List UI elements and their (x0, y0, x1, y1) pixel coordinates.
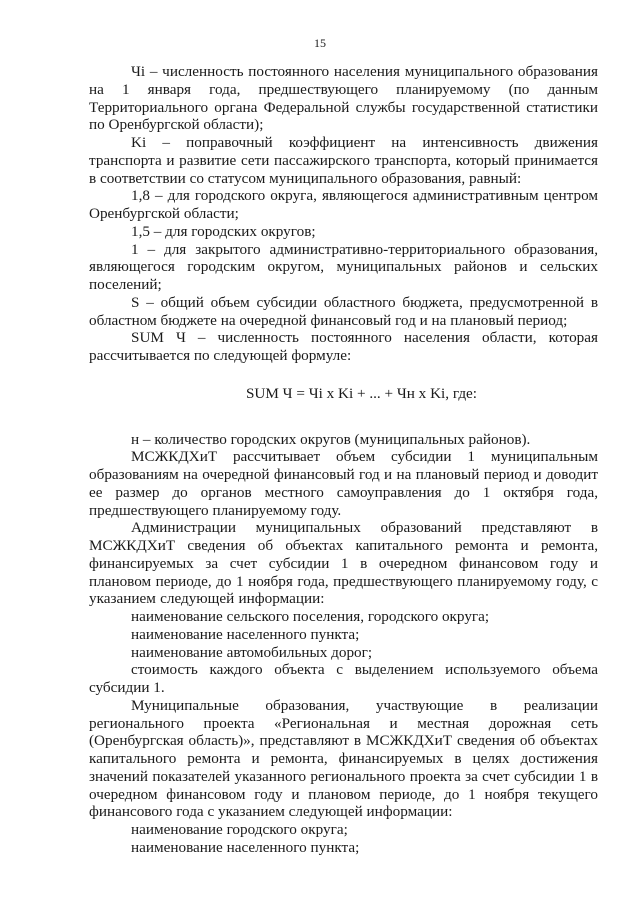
list-item-object-cost: стоимость каждого объекта с выделением используемого объема субсидии 1. (89, 661, 598, 696)
list-item-settlement-name: наименование сельского поселения, городского округа; (131, 608, 490, 625)
formula: SUM Ч = Чi x Ki + ... + Чн x Ki, где: (245, 384, 478, 402)
page-number: 15 (314, 36, 326, 50)
list-item-locality-name-2: наименование населенного пункта; (131, 838, 360, 856)
paragraph-coefficient-1-5: 1,5 – для городских округов; (131, 222, 316, 240)
paragraph-coefficient-1-8: 1,8 – для городского округа, являющегося административным центром Оренбургской области; (89, 187, 598, 222)
paragraph-chi-definition: Чi – численность постоянного населения муниципального образования на 1 января года, предшествующего планируемому (по данным Территориального органа Федеральной службы государственной статистики по Оренбургской области); (89, 63, 598, 134)
list-item-road-name: наименование автомобильных дорог; (131, 643, 373, 661)
paragraph-coefficient-1: 1 – для закрытого административно-территориального образования, являющегося городским округом, муниципальных районов и сельских поселений; (89, 240, 598, 293)
paragraph-administrations: Администрации муниципальных образований представляют в МСЖКДХиТ сведения об объектах капитального ремонта и ремонта, финансируемых за счет субсидии 1 в очередном финансовом году и плановом периоде, до 1 ноября года, предшествующего планируемому году, с указанием следующей информации: (89, 519, 598, 608)
paragraph-ki-definition: Ki – поправочный коэффициент на интенсивность движения транспорта и развитие сети пассажирского транспорта, который принимается в соответствии со статусом муниципального образования, равный: (89, 134, 598, 187)
document-body (89, 63, 598, 857)
paragraph-s-definition: S – общий объем субсидии областного бюджета, предусмотренной в областном бюджете на очередной финансовый год и на плановый период; (89, 293, 598, 329)
list-item-locality-name: наименование населенного пункта; (131, 625, 360, 643)
paragraph-n-definition: н – количество городских округов (муниципальных районов). (131, 430, 531, 448)
paragraph-sum-definition: SUM Ч – численность постоянного населения области, которая рассчитывается по следующей формуле: (89, 329, 598, 364)
list-item-city-district-name: наименование городского округа; (131, 821, 348, 838)
paragraph-subsidy-calculation: МСЖКДХиТ рассчитывает объем субсидии 1 муниципальным образованиям на очередной финансовый год и на плановый период и доводит ее размер до органов местного самоуправления до 1 октября года, предшествующего планируемому году. (89, 448, 598, 519)
paragraph-regional-project: Муниципальные образования, участвующие в реализации регионального проекта «Региональная и местная дорожная сеть (Оренбургская область)», представляют в МСЖКДХиТ сведения об объектах капитального ремонта и ремонта, финансируемых в целях достижения значений показателей указанного регионального проекта за счет субсидии 1 в очередном финансовом году и плановом периоде, до 1 ноября текущего финансового года с указанием следующей информации: (89, 696, 598, 821)
